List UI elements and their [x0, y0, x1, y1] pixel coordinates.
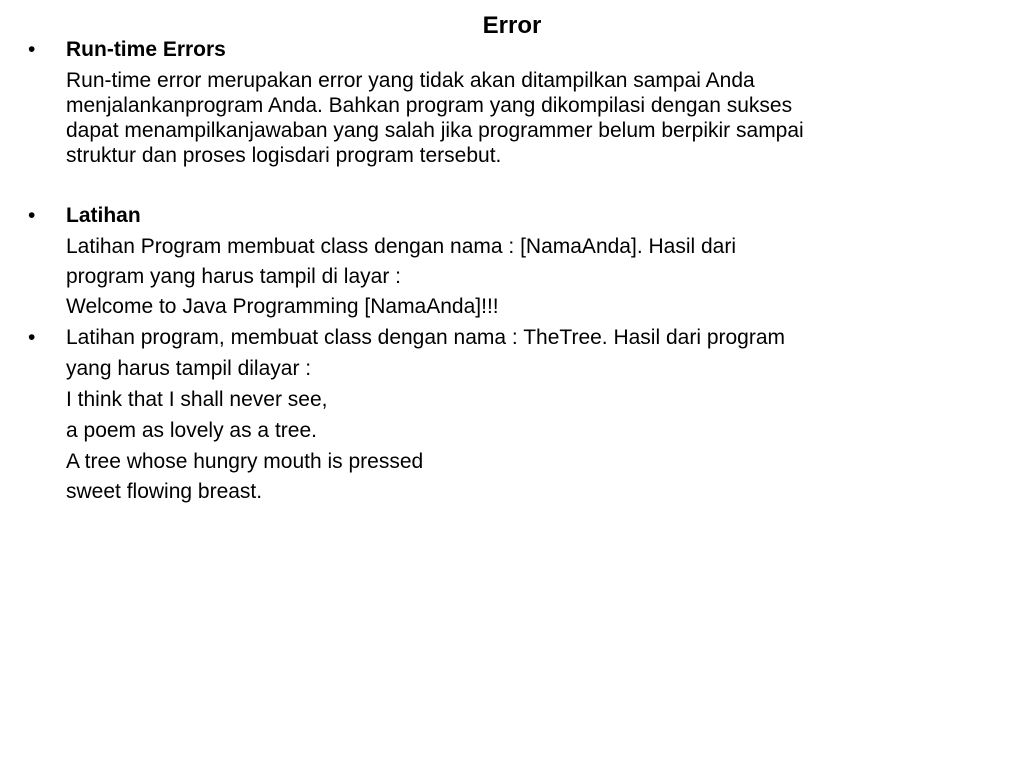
latihan-line: Welcome to Java Programming [NamaAnda]!!!: [66, 295, 499, 318]
runtime-paragraph-line: menjalankanprogram Anda. Bahkan program yang dikompilasi dengan sukses: [66, 94, 793, 117]
bullet-thetree: •: [28, 326, 36, 349]
poem-line: I think that I shall never see,: [66, 388, 328, 411]
bullet-latihan: •: [28, 204, 36, 227]
latihan-line: Latihan Program membuat class dengan nama : [NamaAnda]. Hasil dari: [66, 235, 737, 258]
latihan-line: program yang harus tampil di layar :: [66, 265, 401, 288]
poem-line: A tree whose hungry mouth is pressed: [66, 450, 424, 473]
runtime-paragraph-line: struktur dan proses logisdari program tersebut.: [66, 144, 502, 167]
runtime-errors-heading: Run-time Errors: [66, 38, 226, 61]
thetree-line: yang harus tampil dilayar :: [66, 357, 312, 380]
latihan-heading: Latihan: [66, 204, 141, 227]
poem-line: sweet flowing breast.: [66, 480, 263, 503]
runtime-errors-paragraph: [66, 68, 1006, 168]
bullet-runtime-errors: •: [28, 38, 36, 61]
slide-title: Error: [482, 12, 542, 39]
runtime-paragraph-line: dapat menampilkanjawaban yang salah jika programmer belum berpikir sampai: [66, 119, 804, 142]
thetree-line: Latihan program, membuat class dengan nama : TheTree. Hasil dari program: [66, 326, 786, 349]
poem-line: a poem as lovely as a tree.: [66, 419, 317, 442]
runtime-paragraph-line: Run-time error merupakan error yang tidak akan ditampilkan sampai Anda: [66, 69, 755, 92]
